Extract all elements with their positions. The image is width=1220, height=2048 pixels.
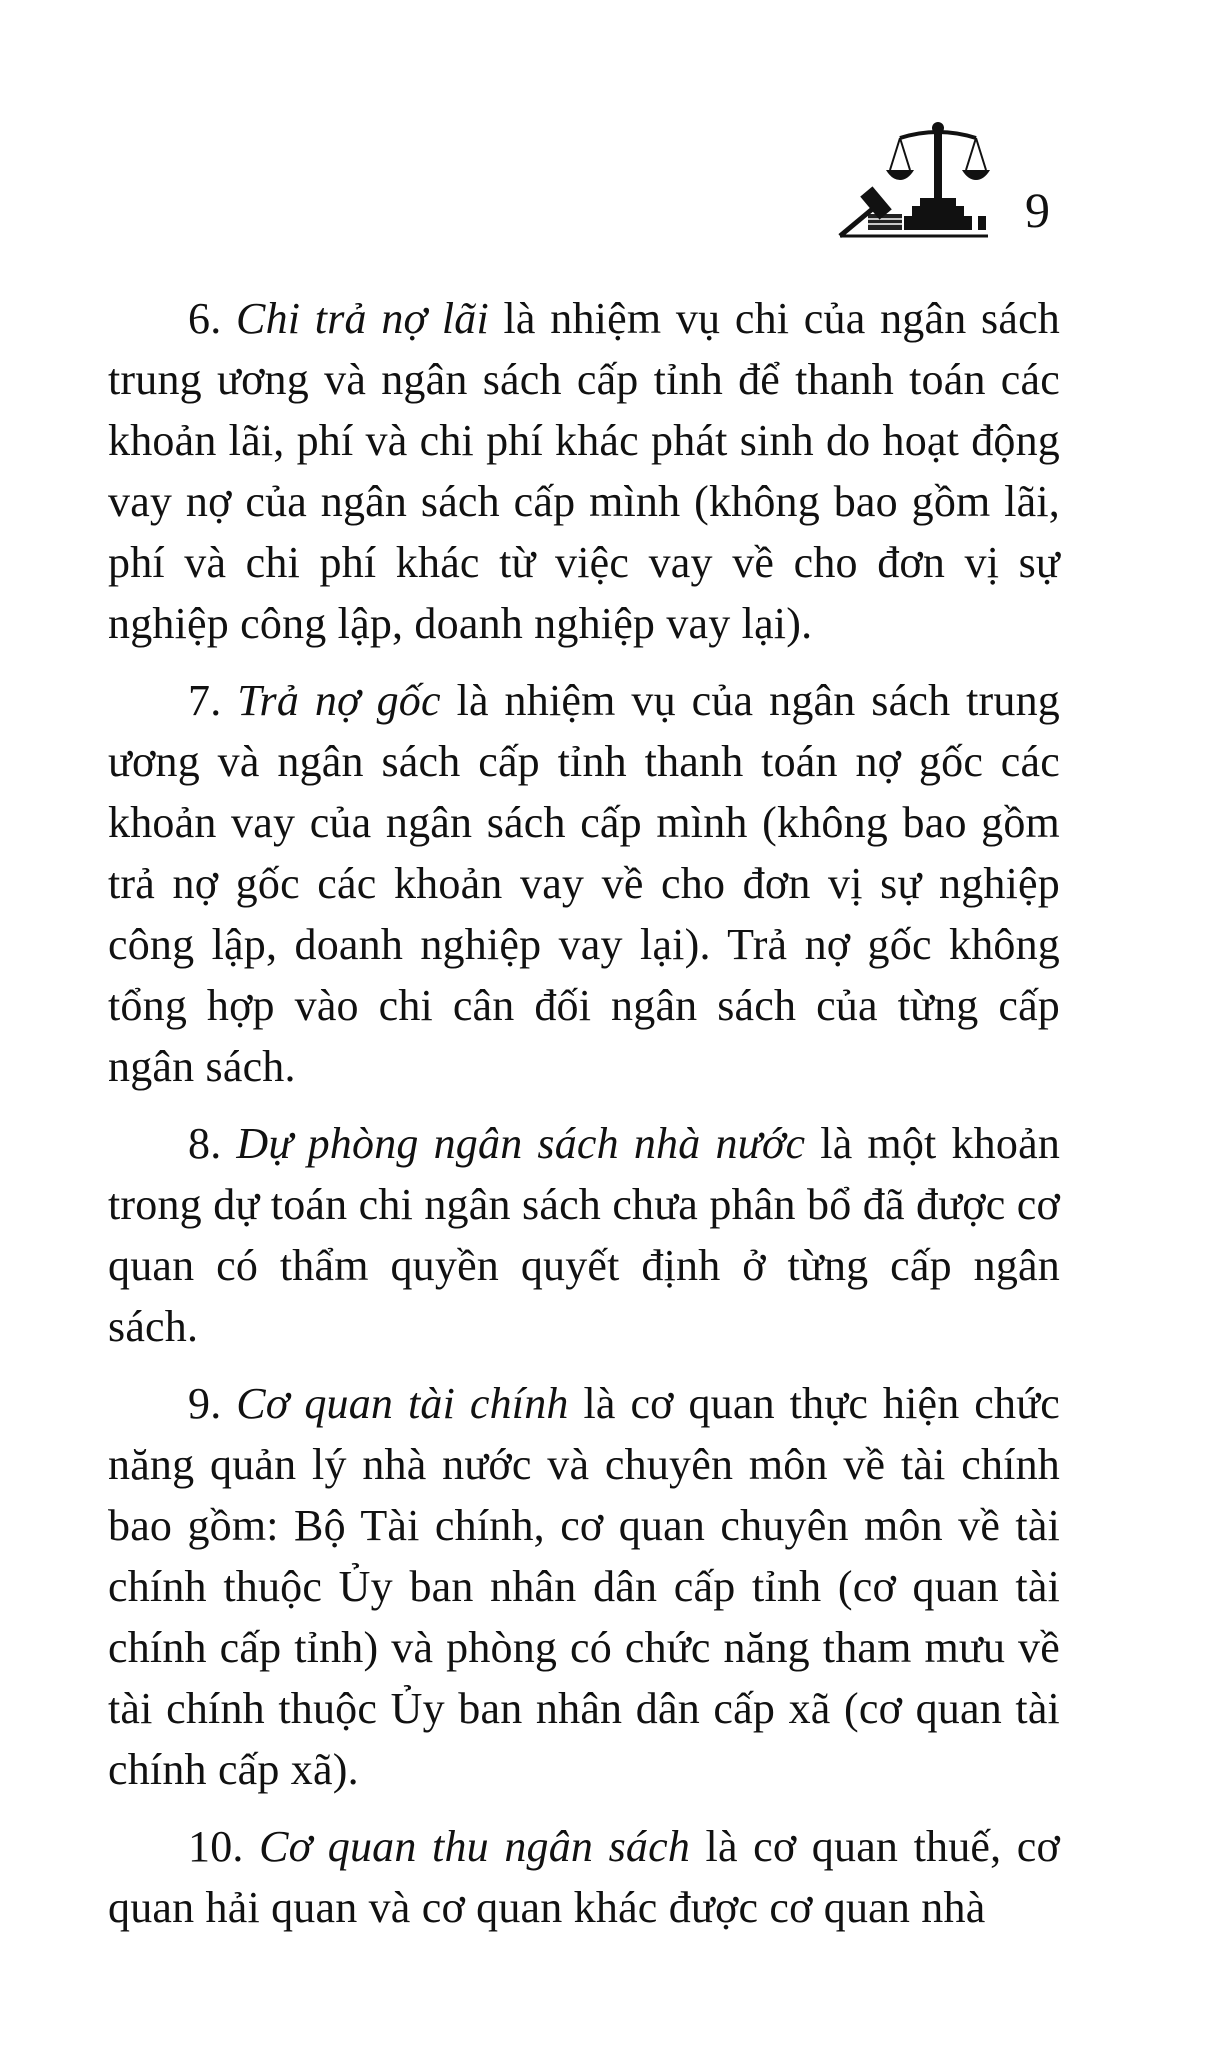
defined-term: Dự phòng ngân sách nhà nước — [236, 1119, 806, 1168]
paragraph-10 — [108, 1816, 1060, 1938]
paragraph-8 — [108, 1113, 1060, 1357]
paragraph-number: 10. — [188, 1822, 244, 1871]
paragraph-7 — [108, 670, 1060, 1097]
scales-and-gavel-icon — [838, 118, 998, 248]
definition-text: là cơ quan thuế, cơ quan hải quan và cơ quan khác được cơ quan nhà — [108, 1822, 1060, 1932]
defined-term: Cơ quan tài chính — [236, 1379, 569, 1428]
paragraph-number: 6. — [188, 294, 222, 343]
paragraph-number: 8. — [188, 1119, 222, 1168]
defined-term: Chi trả nợ lãi — [236, 294, 489, 343]
definition-text: là cơ quan thực hiện chức năng quản lý nhà nước và chuyên môn về tài chính bao gồm: Bộ Tài chính, cơ quan chuyên môn về tài chính thuộc Ủy ban nhân dân cấp tỉnh (cơ quan tài chính cấp tỉnh) và phòng có chức năng tham mưu về tài chính thuộc Ủy ban nhân dân cấp xã (cơ quan tài chính cấp xã). — [108, 1379, 1060, 1794]
paragraph-number: 9. — [188, 1379, 222, 1428]
body-text — [108, 288, 1060, 1940]
paragraph-6 — [108, 288, 1060, 654]
page-number: 9 — [1025, 182, 1050, 238]
paragraph-9 — [108, 1373, 1060, 1800]
definition-text: là nhiệm vụ chi của ngân sách trung ương và ngân sách cấp tỉnh để thanh toán các khoản lãi, phí và chi phí khác phát sinh do hoạt động vay nợ của ngân sách cấp mình (không bao gồm lãi, phí và chi phí khác từ việc vay về cho đơn vị sự nghiệp công lập, doanh nghiệp vay lại). — [108, 294, 1060, 648]
defined-term: Cơ quan thu ngân sách — [259, 1822, 691, 1871]
paragraph-number: 7. — [188, 676, 222, 725]
defined-term: Trả nợ gốc — [237, 676, 441, 725]
definition-text: là một khoản trong dự toán chi ngân sách chưa phân bổ đã được cơ quan có thẩm quyền quyết định ở từng cấp ngân sách. — [108, 1119, 1061, 1351]
definition-text: là nhiệm vụ của ngân sách trung ương và ngân sách cấp tỉnh thanh toán nợ gốc các khoản vay của ngân sách cấp mình (không bao gồm trả nợ gốc các khoản vay về cho đơn vị sự nghiệp công lập, doanh nghiệp vay lại). Trả nợ gốc không tổng hợp vào chi cân đối ngân sách của từng cấp ngân sách. — [108, 676, 1060, 1091]
